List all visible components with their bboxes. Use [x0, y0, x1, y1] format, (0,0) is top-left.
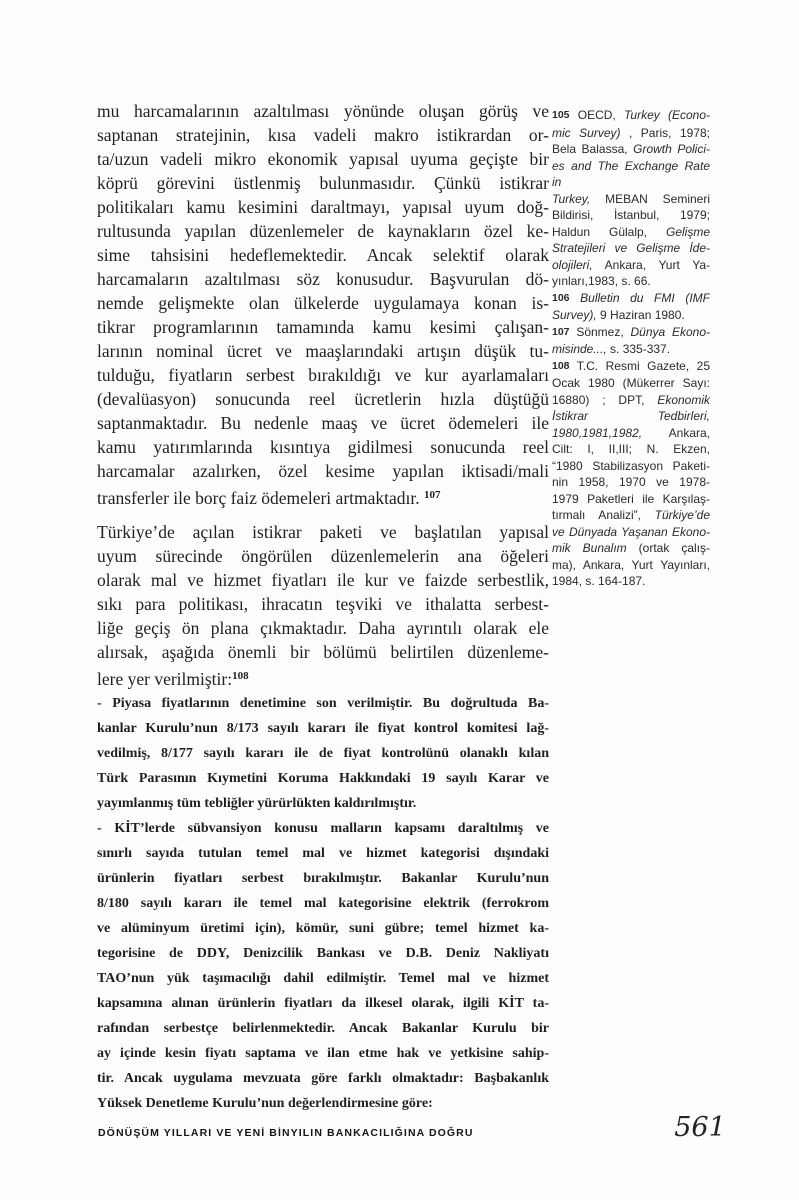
text-line: sıkı para politikası, ihracatın teşviki ve ithalatta serbest- — [97, 594, 549, 614]
text-line: yınları,1983, s. 66. — [552, 274, 651, 288]
text-line: tir. Ancak uygulama mevzuata göre farklı olmaktadır: Başbakanlık — [97, 1071, 549, 1086]
text-line: tırmalı Analizi”, Türkiye’de — [552, 508, 710, 522]
text-line: saptanan stratejinin, kısa vadeli makro istikrardan or- — [97, 125, 549, 145]
paragraph-continuation — [97, 99, 549, 510]
text-line: ta/uzun vadeli mikro ekonomik yapısal uyuma geçişte bir — [97, 149, 549, 169]
text-line: köprü görevini üstlenmiş bulunmasıdır. Çünkü istikrar — [97, 173, 549, 193]
text-line: saptanmaktadır. Bu nedenle maaş ve ücret ödemeleri ile — [97, 413, 549, 433]
text-line: Türkiye’de açılan istikrar paketi ve başlatılan yapısal — [97, 522, 549, 542]
text-line: rultusunda yapılan düzenlemeler de kaynakların özel ke- — [97, 221, 549, 241]
text-line: 1984, s. 164-187. — [552, 574, 646, 588]
text-line: liğe geçiş ön plana çıkmaktadır. Daha ayrıntılı olarak ele — [97, 618, 549, 638]
text-line: Stratejileri ve Gelişme İde- — [552, 241, 710, 255]
text-line: 1980,1981,1982, Ankara, — [552, 425, 710, 440]
footnote-107 — [552, 324, 710, 358]
text-line: - KİT’lerde sübvansiyon konusu malların kapsamı daraltılmış ve — [97, 821, 549, 836]
paragraph — [97, 520, 549, 691]
text-line: tegorisine de DDY, Denizcilik Bankası ve D.B. Deniz Nakliyatı — [97, 946, 549, 961]
text-line: kamu yatırımlarında kısıntıya gidilmesi sonucunda reel — [97, 437, 549, 457]
page-number: 561 — [674, 1112, 726, 1143]
text-line: ay içinde kesin fiyatı saptama ve ilan etme hak ve yetkisine sahip- — [97, 1046, 549, 1061]
text-line: sime tahsisini hedeflemektedir. Ancak selektif olarak — [97, 245, 549, 265]
text-line: ve Dünyada Yaşanan Ekono- — [552, 524, 710, 539]
text-line: transferler ile borç faiz ödemeleri artmaktadır. $^{107}$ — [97, 488, 441, 508]
text-line: uyum sürecinde öngörülen düzenlemelerin ana öğeleri — [97, 546, 549, 566]
text-line: - Piyasa fiyatlarının denetimine son verilmiştir. Bu doğrultuda Ba- — [97, 696, 549, 711]
footnotes-column — [552, 107, 710, 590]
text-line: alırsak, aşağıda önemli bir bölümü belirtilen düzenleme- — [97, 642, 549, 662]
text-line: Yüksek Denetleme Kurulu’nun değerlendirmesine göre: — [97, 1096, 433, 1111]
text-line: tulduğu, fiyatların serbest bırakıldığı ve kur ayarlamaları — [97, 365, 549, 385]
text-line: harcamaların azaltılması söz konusudur. Başvurulan dö- — [97, 269, 549, 289]
text-line: nemde gelişmekte olan ülkelerde uygulamaya konan is- — [97, 293, 549, 313]
text-line: 16880) ; DPT, Ekonomik — [552, 392, 710, 407]
text-line: Cilt: I, II,III; N. Ekzen, — [552, 442, 710, 456]
text-line: 8/180 sayılı kararı ile temel mal kategorisine elektrik (ferrokrom — [97, 896, 549, 911]
footnote-108 — [552, 358, 710, 590]
text-line: mik Bunalım (ortak çalış- — [552, 541, 710, 555]
text-line: Turkey, MEBAN Semineri — [552, 191, 710, 206]
list-item-paragraph-kit — [97, 816, 549, 1116]
text-line: lere yer verilmiştir:$^{108}$ — [97, 669, 249, 689]
text-line: nin 1958, 1970 ve 1978- — [552, 475, 710, 489]
running-title: DÖNÜŞÜM YILLARI VE YENİ BİNYILIN BANKACILIĞINA DOĞRU — [98, 1127, 474, 1139]
text-line: harcamalar azalırken, özel kesime yapılan iktisadi/mali — [97, 461, 549, 481]
list-item-paragraph-piyasa — [97, 691, 549, 816]
text-line: yayımlanmış tüm tebliğler yürürlükten kaldırılmıştır. — [97, 796, 417, 811]
text-line: (devalüasyon) sonucunda reel ücretlerin hızla düştüğü — [97, 389, 549, 409]
text-line: ürünlerin fiyatları serbest bırakılmıştır. Bakanlar Kurulu’nun — [97, 871, 549, 886]
text-line: olarak mal ve hizmet fiyatları ile kur ve faizde serbestlik, — [97, 570, 549, 590]
text-line: larının nominal ücret ve maaşlarındaki artışın düşük tu- — [97, 341, 549, 361]
text-line: Bildirisi, İstanbul, 1979; — [552, 208, 710, 222]
text-line: Survey), 9 Haziran 1980. — [552, 308, 685, 322]
text-line: Haldun Gülalp, Gelişme — [552, 224, 710, 239]
text-line: “1980 Stabilizasyon Paketi- — [552, 458, 710, 473]
text-line: Ocak 1980 (Mükerrer Sayı: — [552, 376, 710, 390]
text-line: 105 OECD, Turkey (Econo- — [552, 108, 710, 122]
text-line: 107 Sönmez, Dünya Ekono- — [552, 324, 710, 339]
text-line: olojileri, Ankara, Yurt Ya- — [552, 257, 710, 272]
text-line: 1979 Paketleri ile Karşılaş- — [552, 491, 710, 506]
text-line: 108 T.C. Resmi Gazete, 25 — [552, 358, 710, 373]
text-line: İstikrar Tedbirleri, — [552, 409, 710, 423]
text-line: ve alüminyum üretimi için), kömür, suni gübre; temel hizmet ka- — [97, 921, 549, 936]
text-line: sınırlı sayıda tutulan temel mal ve hizmet kategorisi dışındaki — [97, 846, 549, 861]
text-line: Bela Balassa, Growth Polici- — [552, 142, 710, 156]
text-line: politikaları kamu kesimini daraltmayı, yapısal uyum doğ- — [97, 197, 549, 217]
text-line: Türk Parasının Kıymetini Koruma Hakkındaki 19 sayılı Karar ve — [97, 771, 549, 786]
text-line: mic Survey) , Paris, 1978; — [552, 125, 710, 140]
text-line: ma), Ankara, Yurt Yayınları, — [552, 557, 710, 572]
text-line: misinde..., s. 335-337. — [552, 342, 671, 356]
text-line: tikrar programlarının tamamında kamu kesimi çalışan- — [97, 317, 549, 337]
text-line: rafından serbestçe belirlenmektedir. Ancak Bakanlar Kurulu bir — [97, 1021, 549, 1036]
text-line: vedilmiş, 8/177 sayılı kararı ile de fiyat kontrolünü olanaklı kılan — [97, 746, 549, 761]
text-line: kapsamına alınan ürünlerin fiyatları da ilkesel olarak, ilgili KİT ta- — [97, 996, 549, 1011]
text-line: mu harcamalarının azaltılması yönünde oluşan görüş ve — [97, 101, 549, 121]
body-text-column — [97, 99, 549, 1116]
text-line: kanlar Kurulu’nun 8/173 sayılı kararı ile fiyat kontrol komitesi lağ- — [97, 721, 549, 736]
footnote-106 — [552, 290, 710, 324]
text-line: TAO’nun yük taşımacılığı dahil edilmiştir. Temel mal ve hizmet — [97, 971, 549, 986]
footnote-105 — [552, 107, 710, 290]
text-line: 106 Bulletin du FMI (IMF — [552, 290, 710, 305]
text-line: es and The Exchange Rate in — [552, 158, 710, 189]
